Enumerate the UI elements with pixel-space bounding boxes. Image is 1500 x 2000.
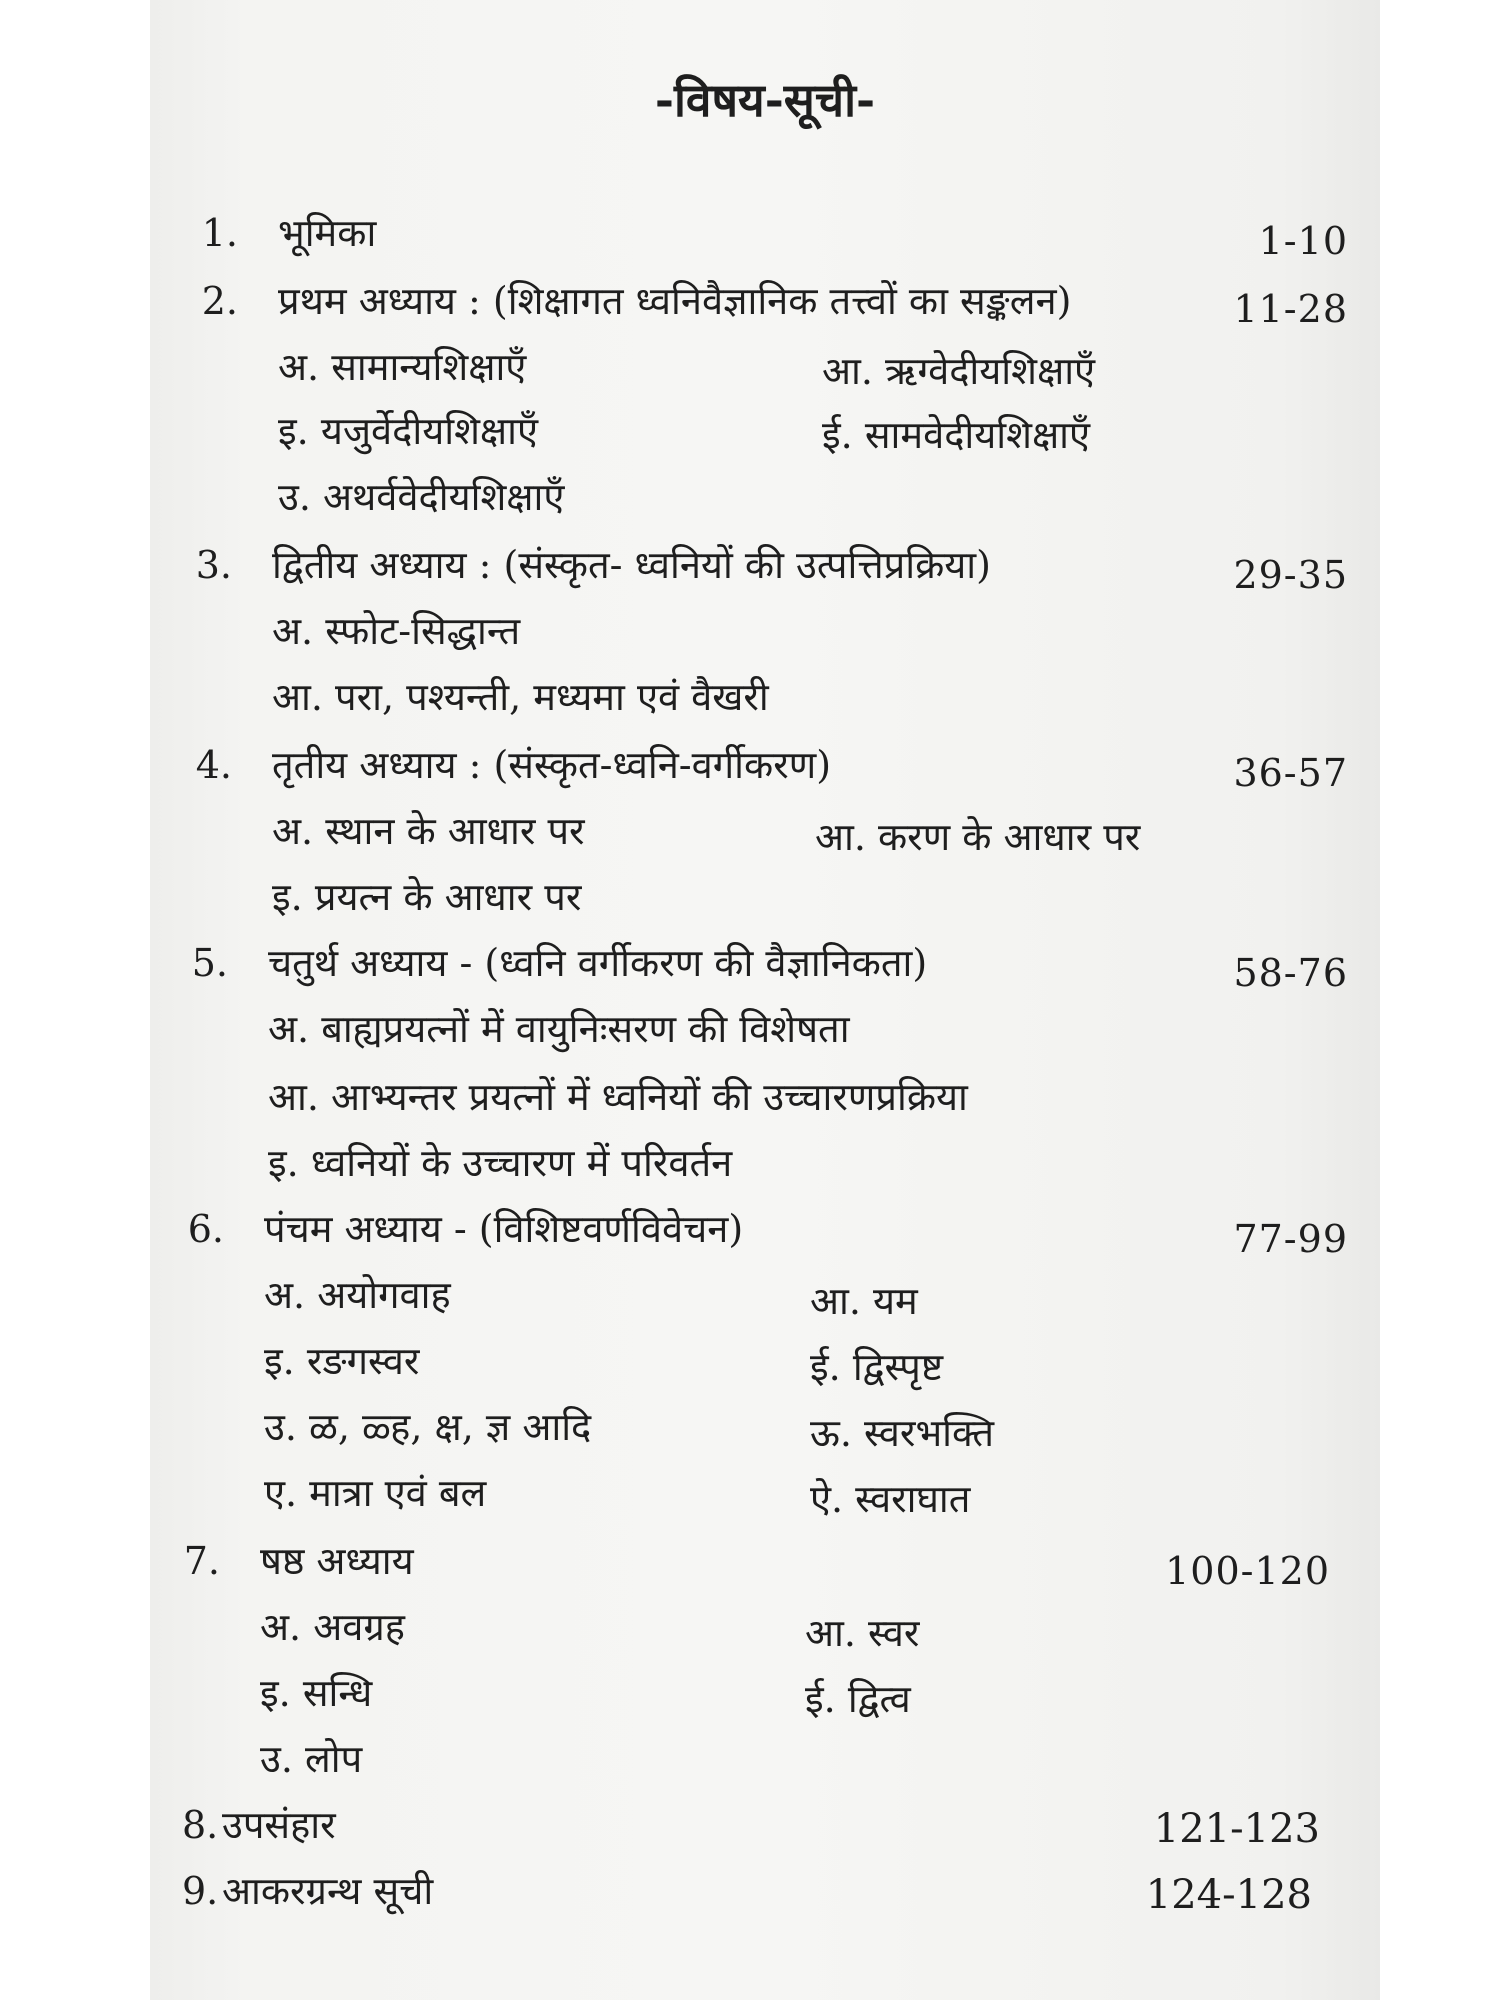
sub-item: अ. स्फोट-सिद्धान्त	[272, 609, 521, 653]
sub-item: उ. ळ, ळ्ह, क्ष, ज्ञ आदि	[264, 1405, 592, 1449]
entry-number: 6.	[187, 1207, 224, 1251]
entry-title: उपसंहार	[222, 1803, 336, 1847]
entry-number: 9.	[182, 1869, 219, 1913]
sub-item: ई. द्वित्व	[805, 1677, 911, 1721]
entry-title: आकरग्रन्थ सूची	[222, 1869, 434, 1913]
entry-pages: 77-99	[1233, 1217, 1348, 1261]
sub-item: अ. अयोगवाह	[264, 1273, 451, 1317]
sub-item: अ. बाह्यप्रयत्नों में वायुनिःसरण की विशेषता	[268, 1007, 850, 1051]
entry-pages: 121-123	[1153, 1806, 1320, 1852]
entry-pages: 58-76	[1233, 951, 1348, 995]
sub-item: ई. द्विस्पृष्ट	[810, 1345, 944, 1389]
sub-item: अ. अवग्रह	[260, 1605, 405, 1649]
sub-item: आ. परा, पश्यन्ती, मध्यमा एवं वैखरी	[272, 675, 769, 719]
entry-pages: 124-128	[1145, 1872, 1312, 1918]
entry-title: तृतीय अध्याय : (संस्कृत-ध्वनि-वर्गीकरण)	[272, 743, 832, 787]
sub-item: आ. स्वर	[805, 1611, 920, 1655]
entry-title: पंचम अध्याय - (विशिष्टवर्णविवेचन)	[264, 1207, 744, 1251]
entry-number: 8.	[182, 1803, 219, 1847]
entry-number: 5.	[191, 941, 228, 985]
entry-pages: 36-57	[1233, 751, 1348, 795]
sub-item: ए. मात्रा एवं बल	[264, 1471, 487, 1515]
entry-number: 2.	[201, 279, 238, 323]
sub-item: आ. ऋग्वेदीयशिक्षाएँ	[822, 349, 1096, 393]
entry-number: 3.	[195, 543, 232, 587]
sub-item: इ. प्रयत्न के आधार पर	[272, 875, 582, 919]
sub-item: इ. रङगस्वर	[264, 1339, 420, 1383]
entry-title: चतुर्थ अध्याय - (ध्वनि वर्गीकरण की वैज्ञानिकता)	[268, 941, 928, 985]
sub-item: आ. यम	[810, 1279, 918, 1323]
page-title: -विषय-सूची-	[654, 73, 876, 127]
sub-item: ई. सामवेदीयशिक्षाएँ	[822, 413, 1091, 457]
entry-pages: 1-10	[1258, 219, 1348, 263]
entry-title: षष्ठ अध्याय	[260, 1539, 414, 1583]
entry-pages: 100-120	[1165, 1549, 1330, 1593]
entry-title: प्रथम अध्याय : (शिक्षागत ध्वनिवैज्ञानिक तत्त्वों का सङ्कलन)	[278, 279, 1072, 323]
sub-item: इ. यजुर्वेदीयशिक्षाएँ	[278, 409, 539, 453]
sub-item: अ. स्थान के आधार पर	[272, 809, 585, 853]
sub-item: उ. लोप	[260, 1737, 363, 1781]
sub-item: इ. सन्धि	[260, 1671, 373, 1715]
sub-item: उ. अथर्ववेदीयशिक्षाएँ	[278, 475, 565, 519]
sub-item: अ. सामान्यशिक्षाएँ	[278, 345, 527, 389]
entry-title: भूमिका	[278, 211, 377, 255]
entry-pages: 29-35	[1233, 553, 1348, 597]
entry-pages: 11-28	[1233, 287, 1348, 331]
sub-item: ऊ. स्वरभक्ति	[810, 1411, 995, 1455]
sub-item: इ. ध्वनियों के उच्चारण में परिवर्तन	[268, 1141, 733, 1185]
sub-item: आ. करण के आधार पर	[815, 815, 1141, 859]
sub-item: ऐ. स्वराघात	[810, 1477, 971, 1521]
entry-number: 1.	[201, 211, 238, 255]
sub-item: आ. आभ्यन्तर प्रयत्नों में ध्वनियों की उच्चारणप्रक्रिया	[268, 1075, 968, 1119]
entry-number: 7.	[183, 1539, 220, 1583]
book-page	[150, 0, 1380, 2000]
entry-title: द्वितीय अध्याय : (संस्कृत- ध्वनियों की उत्पत्तिप्रक्रिया)	[272, 543, 991, 587]
entry-number: 4.	[195, 743, 232, 787]
